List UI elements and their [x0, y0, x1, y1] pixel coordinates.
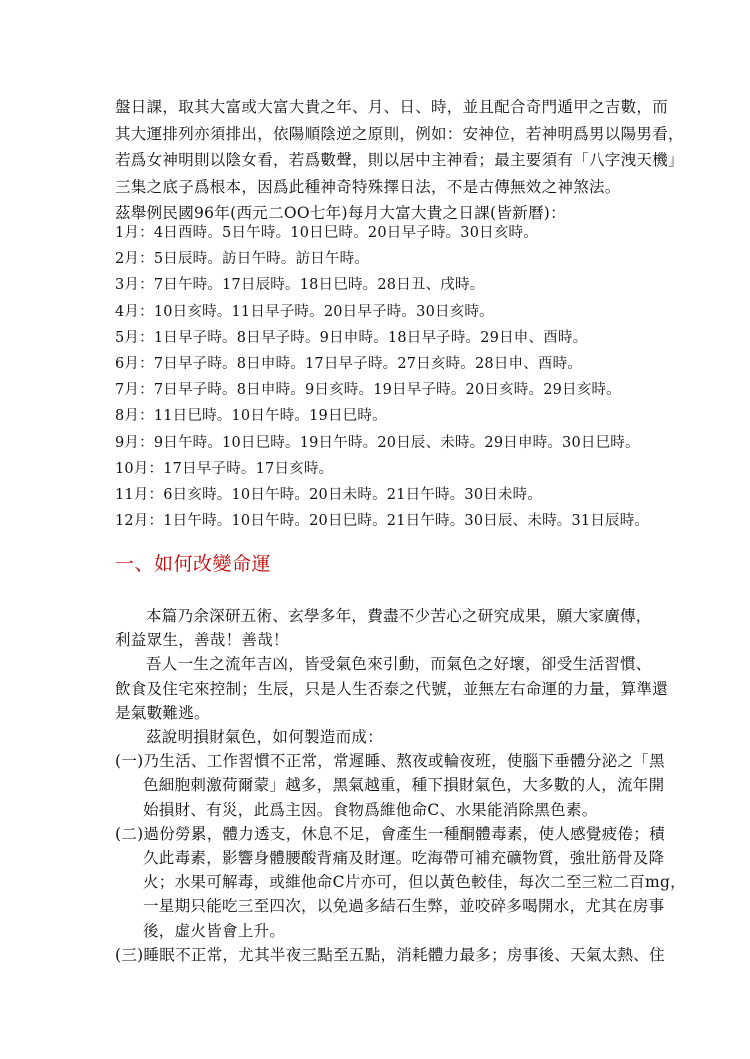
list-item-line: 久此毒素，影響身體腰酸背痛及財運。吃海帶可補充礦物質，強壯筋骨及降: [143, 849, 665, 868]
list-item-line: (二)過份勞累，體力透支，休息不足，會產生一種酮體毒素，使人感覺疲倦；積: [115, 824, 665, 843]
list-item-line: (三)睡眠不正常，尤其半夜三點至五點，消耗體力最多；房事後、天氣太熱、住: [115, 945, 665, 964]
month-entry: 9月：9日午時。10日巳時。19日午時。20日辰、未時。29日申時。30日巳時。: [115, 434, 640, 451]
body-text: [115, 604, 686, 967]
body-line: 飲食及住宅來控制；生辰，只是人生否泰之代號，並無左右命運的力量，算準還: [115, 679, 669, 698]
intro-line: 盤日課，取其大富或大富大貴之年、月、日、時，並且配合奇門遁甲之吉數，而: [115, 98, 669, 116]
intro-line: 其大運排列亦須排出，依陽順陰逆之原則，例如：安神位，若神明爲男以陽男看，: [115, 124, 684, 143]
list-item-line: 後，虛火皆會上升。: [143, 921, 286, 940]
list-item-line: 色細胞刺激荷爾蒙」越多，黑氣越重，種下損財氣色，大多數的人，流年開: [143, 776, 665, 795]
list-item-line: 一星期只能吃三至四次，以免過多結石生弊，並咬碎多喝開水，尤其在房事: [143, 897, 665, 916]
month-entry: 12月：1日午時。10日午時。20日巳時。21日午時。30日辰、未時。31日辰時。: [115, 513, 650, 530]
month-entry: 3月：7日午時。17日辰時。18日巳時。28日丑、戌時。: [115, 277, 485, 294]
month-entry: 1月：4日酉時。5日午時。10日巳時。20日早子時。30日亥時。: [115, 225, 538, 241]
intro-line: 茲舉例民國96年(西元二OO七年)每月大富大貴之日課(皆新曆)：: [115, 204, 566, 222]
body-line: 本篇乃余深研五術、玄學多年，費盡不少苦心之研究成果，願大家廣傳，: [146, 607, 652, 625]
month-entry: 8月：11日巳時。10日午時。19日巳時。: [115, 408, 387, 425]
month-entry: 6月：7日早子時。8日申時。17日早子時。27日亥時。28日申、酉時。: [115, 355, 583, 372]
month-entry: 10月：17日早子時。17日亥時。: [115, 460, 334, 477]
body-line: 茲說明損財氣色，如何製造而成：: [146, 728, 384, 747]
month-entry: 7月：7日早子時。8日申時。9日亥時。19日早子時。20日亥時。29日亥時。: [115, 382, 621, 399]
intro-paragraph: [115, 94, 684, 227]
month-entry: 5月：1日早子時。8日早子時。9日申時。18日早子時。29日申、酉時。: [115, 329, 588, 346]
intro-line: 三集之底子爲根本，因爲此種神奇特殊擇日法，不是古傳無效之神煞法。: [115, 177, 621, 196]
month-entry: 11月：6日亥時。10日午時。20日未時。21日午時。30日未時。: [115, 486, 543, 503]
intro-line: 若爲女神明則以陰女看，若爲數聲，則以居中主神看；最主要須有「八字洩天機」: [115, 151, 684, 169]
body-line: 利益眾生，善哉！善哉！: [115, 631, 289, 650]
list-item-line: 火；水果可解毒，或維他命C片亦可，但以黃色較佳，每次二至三粒二百mg，: [143, 873, 686, 892]
body-line: 是氣數難逃。: [115, 703, 210, 722]
month-entry: 4月：10日亥時。11日早子時。20日早子時。30日亥時。: [115, 303, 494, 320]
monthly-date-list: [115, 220, 655, 534]
list-item-line: 始損財、有災，此爲主因。食物爲維他命C、水果能消除黑色素。: [143, 800, 598, 819]
list-item-line: (一)乃生活、工作習慣不正常，常遲睡、熬夜或輪夜班，使腦下垂體分泌之「黑: [115, 752, 665, 771]
month-entry: 2月：5日辰時。訪日午時。訪日午時。: [115, 251, 370, 268]
section-heading: 一、如何改變命運: [115, 553, 272, 575]
body-line: 吾人一生之流年吉凶，皆受氣色來引動，而氣色之好壞，卻受生活習慣、: [146, 655, 652, 674]
